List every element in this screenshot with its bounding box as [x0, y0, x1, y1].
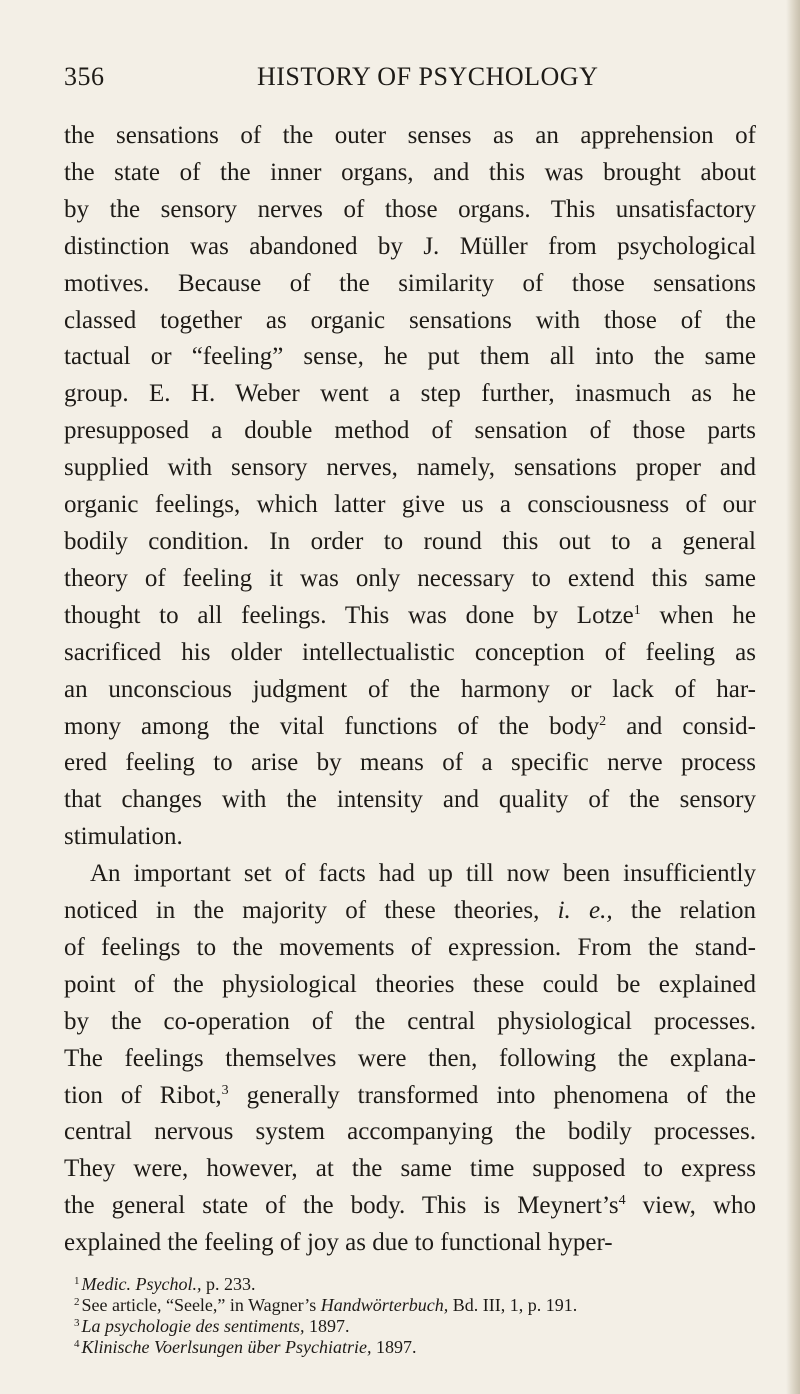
text-segment: theory of feeling it was only necessary to extend this same	[64, 564, 756, 592]
text-segment: organic feelings, which latter give us a consciousness of our	[64, 491, 756, 519]
text-line	[64, 339, 756, 376]
text-line	[64, 672, 756, 709]
text-segment: The feelings themselves were then, following the explana-	[64, 1044, 756, 1072]
text-segment: mony among the vital functions of the body	[64, 712, 600, 740]
footnote-title: Handwörterbuch,	[320, 1295, 449, 1316]
text-segment: the sensations of the outer senses as an apprehension of	[64, 122, 756, 149]
text-segment: view, who	[625, 1192, 756, 1220]
running-title: HISTORY OF PSYCHOLOGY	[257, 62, 599, 91]
text-segment: by the co-operation of the central physiological processes.	[64, 1007, 756, 1035]
text-line	[64, 155, 756, 192]
text-line	[64, 561, 756, 598]
text-line	[64, 1114, 756, 1151]
text-segment: An important set of facts had up till now been insufficiently	[90, 860, 756, 888]
page-number: 356	[64, 62, 105, 91]
footnote-mark: 1	[633, 602, 641, 618]
footnote-number: 2	[74, 1296, 80, 1309]
text-line	[64, 893, 756, 930]
footnote	[64, 1316, 756, 1337]
text-segment: of feelings to the movements of expression. From the stand-	[64, 933, 756, 961]
text-segment: tactual or “feeling” sense, he put them all into the same	[64, 343, 756, 371]
text-segment: sacrificed his older intellectualistic conception of feeling as	[64, 638, 756, 666]
text-segment: distinction was abandoned by J. Müller from psychological	[64, 232, 756, 260]
text-line	[64, 1041, 756, 1078]
text-segment: presupposed a double method of sensation of those parts	[64, 417, 756, 445]
text-line	[64, 266, 756, 303]
text-segment: ered feeling to arise by means of a specific nerve process	[64, 749, 756, 777]
text-line	[64, 1004, 756, 1041]
text-segment: tion of Ribot,	[64, 1081, 222, 1109]
footnote	[64, 1274, 756, 1295]
text-segment: classed together as organic sensations with those of the	[64, 306, 756, 334]
text-segment: explained the feeling of joy as due to functional hyper-	[64, 1229, 613, 1257]
text-line	[64, 1151, 756, 1188]
text-segment: supplied with sensory nerves, namely, sensations proper and	[64, 454, 756, 482]
footnotes	[64, 1274, 756, 1358]
text-segment: the relation	[612, 897, 757, 925]
footnote-number: 4	[74, 1338, 80, 1351]
text-segment: motives. Because of the similarity of those sensations	[64, 269, 756, 297]
text-segment: central nervous system accompanying the bodily processes.	[64, 1118, 756, 1146]
text-line	[64, 1225, 756, 1262]
text-segment: They were, however, at the same time supposed to express	[64, 1155, 756, 1183]
text-line	[64, 487, 756, 524]
footnote	[64, 1337, 756, 1358]
text-line	[64, 967, 756, 1004]
footnote-text: 1897.	[371, 1337, 417, 1358]
text-segment: an unconscious judgment of the harmony or lack of har-	[64, 675, 756, 703]
text-line	[64, 930, 756, 967]
text-segment: that changes with the intensity and quality of the sensory	[64, 786, 756, 814]
text-segment: and consid-	[606, 712, 756, 740]
page-edge-shadow	[786, 0, 800, 1394]
text-line	[64, 303, 756, 340]
text-segment: point of the physiological theories these could be explained	[64, 970, 756, 998]
text-segment: bodily condition. In order to round this out to a general	[64, 527, 756, 555]
footnote-mark: 3	[221, 1082, 229, 1098]
italic-text: i. e.,	[557, 897, 613, 925]
text-segment: when he	[640, 601, 756, 629]
text-segment: generally transformed into phenomena of the	[228, 1081, 756, 1109]
text-line	[64, 192, 756, 229]
text-line	[64, 413, 756, 450]
footnote-mark: 2	[599, 713, 607, 729]
body-text	[64, 118, 756, 1262]
footnote-text: 1897.	[304, 1316, 350, 1337]
footnote-text: Bd. III, 1, p. 191.	[448, 1295, 578, 1316]
text-segment: thought to all feelings. This was done by Lotze	[64, 601, 634, 629]
text-line	[64, 819, 756, 856]
text-segment: the state of the inner organs, and this was brought about	[64, 158, 756, 186]
text-segment: the general state of the body. This is Meynert’s	[64, 1192, 619, 1220]
text-line	[64, 1078, 756, 1115]
footnote-mark: 4	[618, 1193, 626, 1209]
text-line	[64, 709, 756, 746]
text-segment: stimulation.	[64, 823, 183, 851]
text-line	[64, 229, 756, 266]
footnote-number: 1	[74, 1275, 80, 1288]
footnote-number: 3	[74, 1317, 80, 1330]
text-line	[64, 376, 756, 413]
text-line	[64, 450, 756, 487]
book-page	[64, 62, 756, 1358]
running-head	[64, 62, 756, 96]
footnote-text: See article, “Seele,” in Wagner’s	[81, 1295, 321, 1316]
text-line	[64, 856, 756, 893]
footnote-title: La psychologie des sentiments,	[81, 1316, 305, 1337]
footnote	[64, 1295, 756, 1316]
text-line	[64, 782, 756, 819]
footnote-text: p. 233.	[201, 1274, 256, 1295]
text-line	[64, 524, 756, 561]
text-line	[64, 1188, 756, 1225]
text-segment: group. E. H. Weber went a step further, inasmuch as he	[64, 380, 756, 408]
text-line	[64, 118, 756, 155]
text-line	[64, 745, 756, 782]
text-segment: by the sensory nerves of those organs. This unsatisfactory	[64, 195, 756, 223]
text-line	[64, 598, 756, 635]
text-line	[64, 635, 756, 672]
footnote-title: Klinische Voerlsungen über Psychiatrie,	[81, 1337, 372, 1358]
text-segment: noticed in the majority of these theories,	[64, 897, 558, 925]
footnote-title: Medic. Psychol.,	[81, 1274, 202, 1295]
